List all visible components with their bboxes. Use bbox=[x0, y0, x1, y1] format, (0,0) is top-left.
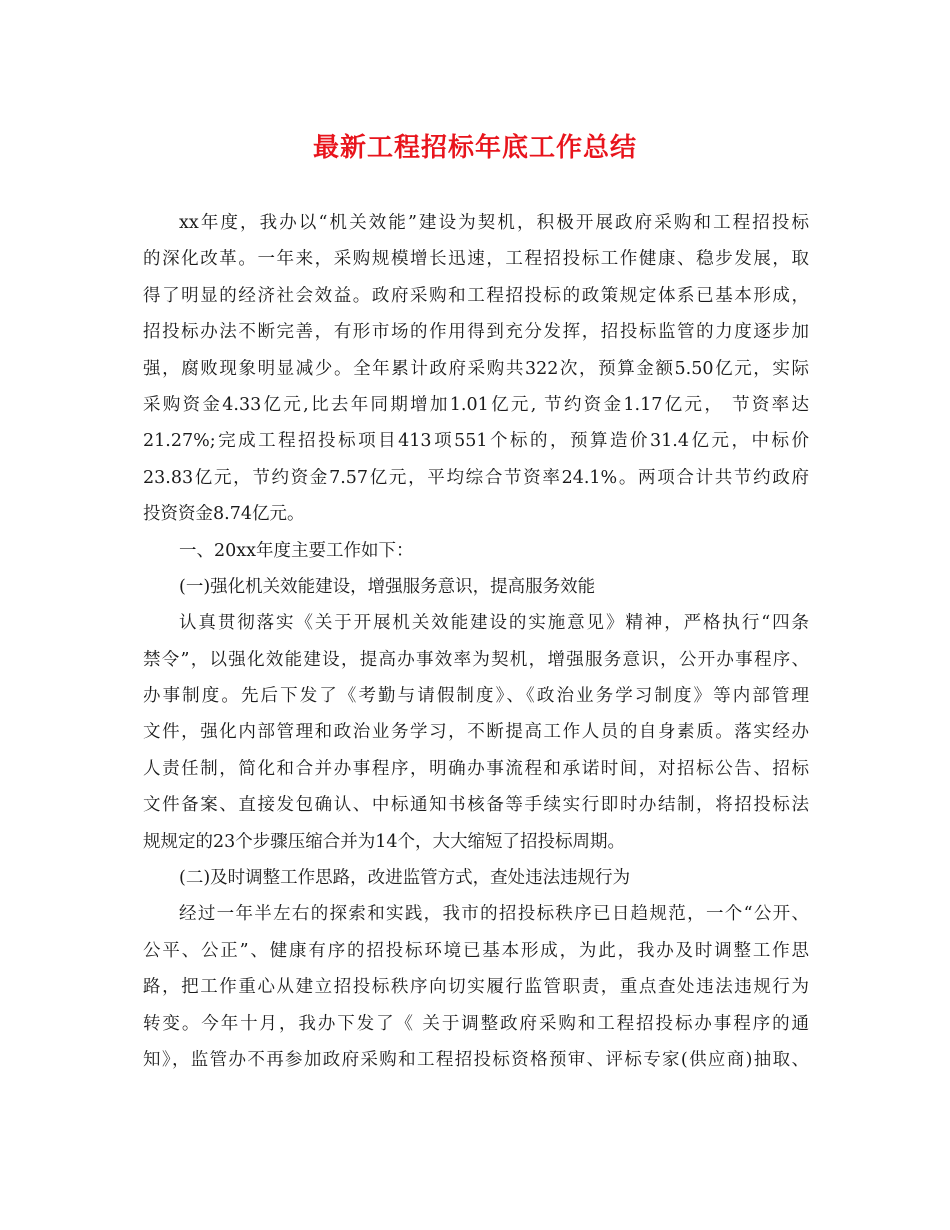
text-line: 的深化改革。一年来，采购规模增长迅速，工程招投标工作健康、稳步发展，取 bbox=[143, 249, 809, 270]
document-title: 最新工程招标年底工作总结 bbox=[312, 133, 637, 163]
text-line: xx年度，我办以“机关效能”建设为契机，积极开展政府采购和工程招投标 bbox=[179, 213, 809, 233]
text-line: 文件，强化内部管理和政治业务学习，不断提高工作人员的自身素质。落实经办 bbox=[143, 722, 809, 743]
text-line: 公平、公正”、健康有序的招投标环境已基本形成，为此，我办及时调整工作思 bbox=[143, 940, 809, 961]
section-heading: 一、20xx年度主要工作如下： bbox=[179, 540, 414, 561]
text-line: 23.83亿元，节约资金7.57亿元，平均综合节资率24.1%。两项合计共节约政府 bbox=[143, 467, 809, 488]
text-line: 采购资金4.33亿元,比去年同期增加1.01亿元, 节约资金1.17亿元， 节资率达 bbox=[143, 394, 809, 415]
subsection-heading: (一)强化机关效能建设，增强服务意识，提高服务效能 bbox=[179, 576, 596, 597]
text-line: 规规定的23个步骤压缩合并为14个，大大缩短了招投标周期。 bbox=[143, 831, 626, 852]
text-line: 禁令”，以强化效能建设，提高办事效率为契机，增强服务意识，公开办事程序、 bbox=[143, 649, 809, 670]
text-line: 经过一年半左右的探索和实践，我市的招投标秩序已日趋规范，一个“公开、 bbox=[179, 904, 809, 925]
text-line: 路，把工作重心从建立招投标秩序向切实履行监管职责，重点查处违法违规行为 bbox=[143, 977, 809, 998]
text-line: 转变。今年十月，我办下发了《 关于调整政府采购和工程招投标办事程序的通 bbox=[143, 1013, 809, 1034]
text-line: 认真贯彻落实《关于开展机关效能建设的实施意见》精神，严格执行“四条 bbox=[179, 613, 809, 634]
text-line: 知》，监管办不再参加政府采购和工程招投标资格预审、评标专家(供应商)抽取、 bbox=[143, 1049, 809, 1070]
text-line: 办事制度。先后下发了《考勤与请假制度》、《政治业务学习制度》等内部管理 bbox=[143, 686, 809, 707]
text-line: 文件备案、直接发包确认、中标通知书核备等手续实行即时办结制，将招投标法 bbox=[143, 795, 809, 816]
text-line: 强，腐败现象明显减少。全年累计政府采购共322次，预算金额5.50亿元，实际 bbox=[143, 358, 809, 379]
text-line: 投资资金8.74亿元。 bbox=[143, 504, 305, 525]
text-line: 招投标办法不断完善，有形市场的作用得到充分发挥，招投标监管的力度逐步加 bbox=[143, 322, 809, 343]
text-line: 得了明显的经济社会效益。政府采购和工程招投标的政策规定体系已基本形成， bbox=[143, 285, 809, 306]
text-line: 人责任制，简化和合并办事程序，明确办事流程和承诺时间，对招标公告、招标 bbox=[143, 758, 809, 779]
subsection-heading: (二)及时调整工作思路，改进监管方式，查处违法违规行为 bbox=[179, 868, 631, 889]
document-body bbox=[143, 205, 809, 1078]
text-line: 21.27%;完成工程招投标项目413项551个标的，预算造价31.4亿元，中标价 bbox=[143, 431, 809, 452]
